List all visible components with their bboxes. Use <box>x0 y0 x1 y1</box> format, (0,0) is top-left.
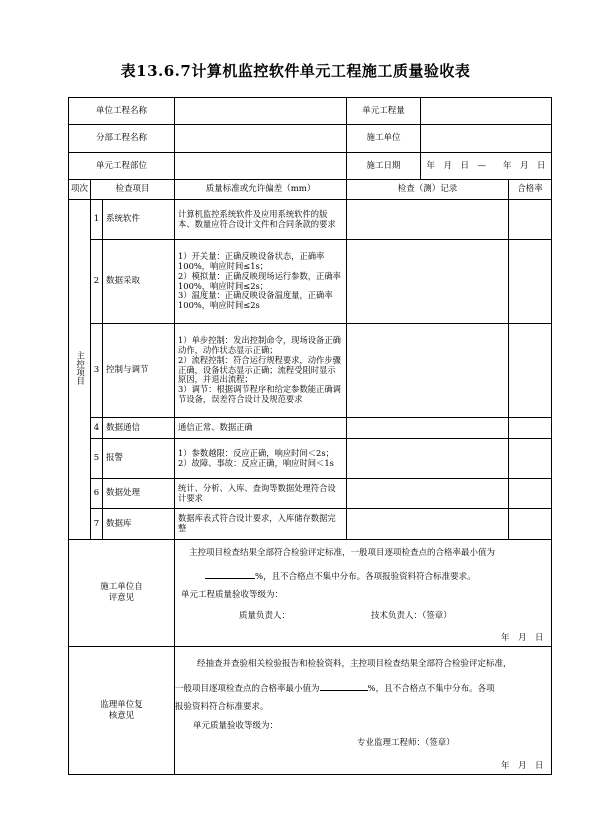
element-location-label: 单元工程部位 <box>69 153 175 180</box>
self-eval-block <box>175 540 552 647</box>
self-eval-label: 施工单位自评意见 <box>100 582 143 603</box>
item-record-field[interactable] <box>347 324 509 418</box>
item-pass-rate-field[interactable] <box>509 509 552 540</box>
item-name: 数据库 <box>103 509 175 540</box>
supervision-line4: 单元质量验收等级为： <box>193 721 279 731</box>
item-no: 1 <box>91 200 103 240</box>
element-quantity-label: 单元工程量 <box>347 98 421 125</box>
quality-person-label: 质量负责人： <box>239 611 291 621</box>
form-title: 表13.6.7计算机监控软件单元工程施工质量验收表 <box>120 62 471 80</box>
item-record-field[interactable] <box>347 418 509 439</box>
self-eval-line3: 单元工程质量验收等级为： <box>181 590 284 600</box>
item-no: 7 <box>91 509 103 540</box>
item-standard-text: 1）参数越限：反应正确，响应时间＜2s； 2）故障、事故：反应正确，响应时间＜1s <box>178 447 334 468</box>
item-name: 系统软件 <box>103 200 175 240</box>
item-name: 数据处理 <box>103 479 175 509</box>
item-pass-rate-field[interactable] <box>509 479 552 509</box>
self-eval-line2: %，且不合格点不集中分布。各项报验资料符合标准要求。 <box>255 572 476 582</box>
self-eval-label-cell <box>69 540 175 647</box>
element-quantity-field[interactable] <box>421 98 552 125</box>
acceptance-form-table <box>68 97 552 775</box>
item-pass-rate-field[interactable] <box>509 439 552 479</box>
construction-date-field[interactable]: 年 月 日 — 年 月 日 <box>421 153 552 180</box>
tech-person-label: 技术负责人：（签章） <box>371 611 452 621</box>
item-standard <box>175 439 347 479</box>
item-standard: 数据库表式符合设计要求，入库储存数据完整 <box>175 509 347 540</box>
item-name: 数据通信 <box>103 418 175 439</box>
item-standard: 通信正常、数据正确 <box>175 418 347 439</box>
unit-project-name-label: 单位工程名称 <box>69 98 175 125</box>
item-standard-text: 1）单步控制：发出控制命令，现场设备正确动作，动作状态显示正确； 2）流程控制：符合运行规程要求，动作步骤正确，设备状态显示正确；流程受阻时显示原因，并退出流程； 3）调节：根据调节程序和给定参数能正确调节设备，误差符合设计及规范要求 <box>178 334 341 405</box>
item-pass-rate-field[interactable] <box>509 240 552 324</box>
item-standard <box>175 240 347 324</box>
supervision-date: 年 月 日 <box>501 761 544 771</box>
element-location-field[interactable] <box>175 153 347 180</box>
item-standard: 计算机监控系统软件及应用系统软件的版本、数量应符合设计文件和合同条款的要求 <box>175 200 347 240</box>
item-record-field[interactable] <box>347 479 509 509</box>
supervision-line2a: 一般项目逐项检查点的合格率最小值为 <box>175 684 320 694</box>
division-project-name-field[interactable] <box>175 125 347 153</box>
supervision-line3: 报验资料符合标准要求。 <box>175 702 269 712</box>
item-name: 控制与调节 <box>103 324 175 418</box>
main-items-label: 主控项目 <box>74 350 85 385</box>
supervision-block <box>175 647 552 775</box>
self-eval-pass-rate-blank[interactable] <box>205 569 255 579</box>
item-no: 4 <box>91 418 103 439</box>
item-no-header: 项次 <box>69 180 91 200</box>
item-pass-rate-field[interactable] <box>509 418 552 439</box>
construction-date-label: 施工日期 <box>347 153 421 180</box>
item-record-field[interactable] <box>347 240 509 324</box>
inspection-record-header: 检查（测）记录 <box>347 180 509 200</box>
item-record-field[interactable] <box>347 439 509 479</box>
inspection-item-header: 检查项目 <box>91 180 175 200</box>
construction-unit-field[interactable] <box>421 125 552 153</box>
supervision-engineer-label: 专业监理工程师：（签章） <box>357 738 455 748</box>
item-record-field[interactable] <box>347 509 509 540</box>
pass-rate-header: 合格率 <box>509 180 552 200</box>
item-standard-text: 1）开关量：正确反映设备状态，正确率100%，响应时间≤1s； 2）模拟量：正确反映现场运行参数，正确率100%，响应时间≤2s； 3）温度量：正确反映设备温度量，正确率100%，响应时间≤2s <box>178 250 341 311</box>
item-standard: 统计、分析、入库、查询等数据处理符合设计要求 <box>175 479 347 509</box>
unit-project-name-field[interactable] <box>175 98 347 125</box>
self-eval-date: 年 月 日 <box>501 633 544 643</box>
quality-standard-header: 质量标准或允许偏差（mm） <box>175 180 347 200</box>
item-record-field[interactable] <box>347 200 509 240</box>
item-standard <box>175 324 347 418</box>
division-project-name-label: 分部工程名称 <box>69 125 175 153</box>
self-eval-line1: 主控项目检查结果全部符合检验评定标准，一般项目逐项检查点的合格率最小值为 <box>189 548 496 558</box>
item-name: 报警 <box>103 439 175 479</box>
item-no: 3 <box>91 324 103 418</box>
item-pass-rate-field[interactable] <box>509 324 552 418</box>
supervision-line2-wrap <box>175 681 495 694</box>
construction-unit-label: 施工单位 <box>347 125 421 153</box>
supervision-line2b: %，且不合格点不集中分布。各项 <box>367 684 495 694</box>
supervision-pass-rate-blank[interactable] <box>320 681 368 691</box>
supervision-line1: 经抽查并查验相关检验报告和检验资料，主控项目检查结果全部符合检验评定标准， <box>197 659 512 669</box>
main-items-label-cell <box>69 200 91 540</box>
item-no: 5 <box>91 439 103 479</box>
item-name: 数据采取 <box>103 240 175 324</box>
item-pass-rate-field[interactable] <box>509 200 552 240</box>
supervision-label-cell <box>69 647 175 775</box>
supervision-label: 监理单位复核意见 <box>100 699 143 721</box>
self-eval-line2-wrap <box>205 569 476 582</box>
item-no: 2 <box>91 240 103 324</box>
item-no: 6 <box>91 479 103 509</box>
